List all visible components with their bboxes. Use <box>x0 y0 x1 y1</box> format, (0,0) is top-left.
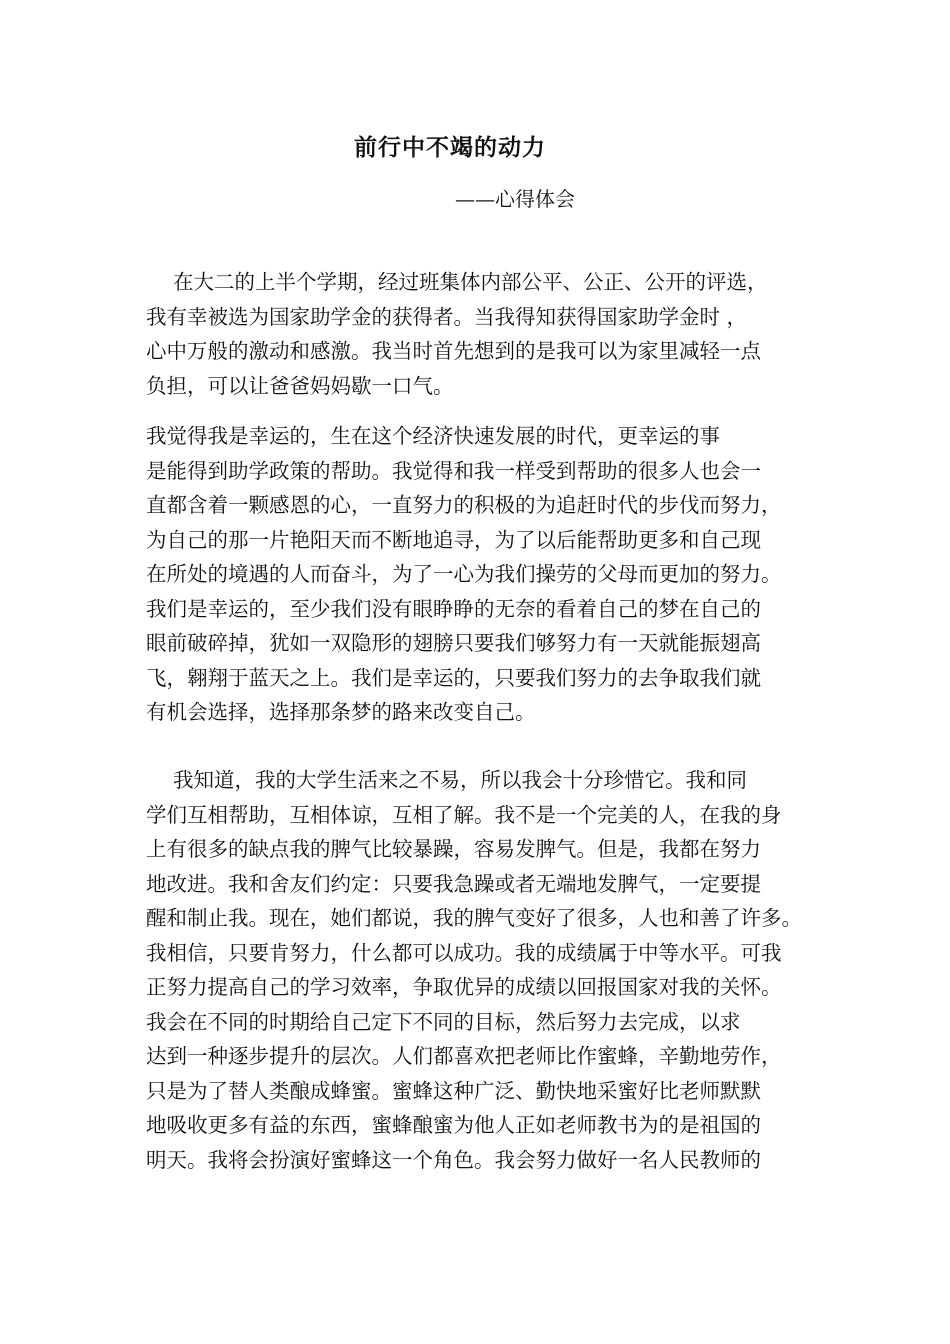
text-line: 为自己的那一片艳阳天而不断地追寻，为了以后能帮助更多和自己现 <box>146 527 761 552</box>
text-line: 负担，可以让爸爸妈妈歇一口气。 <box>146 373 454 398</box>
text-line: 我有幸被选为国家助学金的获得者。当我得知获得国家助学金时 ， <box>146 304 748 329</box>
text-line: 醒和制止我。现在，她们都说，我的脾气变好了很多，人也和善了许多。 <box>146 906 802 930</box>
document-subtitle: ——心得体会 <box>455 187 575 211</box>
text-line: 心中万般的激动和感激。我当时首先想到的是我可以为家里减轻一点 <box>146 339 761 363</box>
text-line: 我会在不同的时期给自己定下不同的目标，然后努力去完成，以求 <box>146 1009 741 1034</box>
text-line: 地吸收更多有益的东西，蜜蜂酿蜜为他人正如老师教书为的是祖国的 <box>146 1113 761 1137</box>
text-line: 我知道，我的大学生活来之不易，所以我会十分珍惜它。我和同 <box>146 768 748 792</box>
text-line: 飞，翱翔于蓝天之上。我们是幸运的，只要我们努力的去争取我们就 <box>146 665 761 690</box>
text-line: 上有很多的缺点我的脾气比较暴躁，容易发脾气。但是，我都在努力 <box>146 837 761 861</box>
text-line: 只是为了替人类酿成蜂蜜。蜜蜂这种广泛、勤快地采蜜好比老师默默 <box>146 1078 761 1103</box>
text-line: 达到一种逐步提升的层次。人们都喜欢把老师比作蜜蜂，辛勤地劳作， <box>146 1044 782 1068</box>
text-line: 正努力提高自己的学习效率，争取优异的成绩以回报国家对我的关怀。 <box>146 975 782 999</box>
paragraph-3 <box>146 763 810 1177</box>
text-line: 我觉得我是幸运的，生在这个经济快速发展的时代，更幸运的事 <box>146 424 720 448</box>
document-title: 前行中不竭的动力 <box>354 135 546 161</box>
text-line: 我相信，只要肯努力，什么都可以成功。我的成绩属于中等水平。可我 <box>146 940 782 965</box>
paragraph-2 <box>146 419 810 730</box>
text-line: 是能得到助学政策的帮助。我觉得和我一样受到帮助的很多人也会一 <box>146 458 761 483</box>
text-line: 有机会选择，选择那条梦的路来改变自己。 <box>146 700 536 724</box>
paragraph-1 <box>146 265 810 403</box>
text-line: 眼前破碎掉，犹如一双隐形的翅膀只要我们够努力有一天就能振翅高 <box>146 631 761 655</box>
text-line: 明天。我将会扮演好蜜蜂这一个角色。我会努力做好一名人民教师的 <box>146 1147 761 1172</box>
text-line: 在所处的境遇的人而奋斗，为了一心为我们操劳的父母而更加的努力。 <box>146 562 782 586</box>
text-line: 在大二的上半个学期，经过班集体内部公平、公正、公开的评选， <box>146 270 768 294</box>
text-line: 学们互相帮助，互相体谅，互相了解。我不是一个完美的人，在我的身 <box>146 802 782 827</box>
text-line: 直都含着一颗感恩的心，一直努力的积极的为追赶时代的步伐而努力， <box>146 493 782 517</box>
text-line: 我们是幸运的，至少我们没有眼睁睁的无奈的看着自己的梦在自己的 <box>146 596 761 621</box>
text-line: 地改进。我和舍友们约定：只要我急躁或者无端地发脾气，一定要提 <box>146 871 761 896</box>
